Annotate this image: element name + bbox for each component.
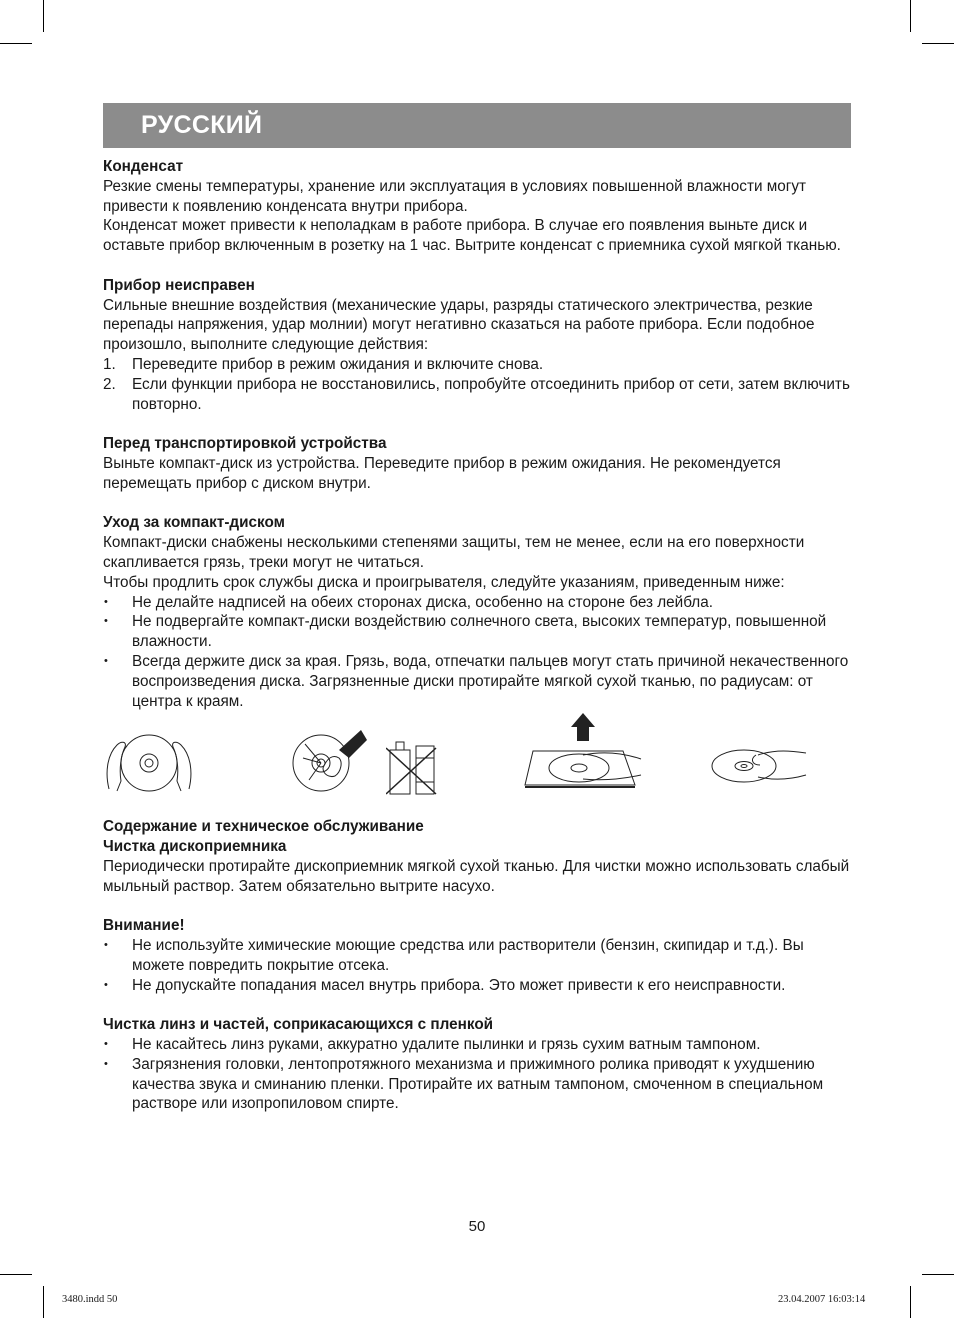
hands-holding-disc-illustration <box>103 733 195 793</box>
section-subtitle-tray-cleaning: Чистка дископриемника <box>103 838 287 856</box>
section-title-lens: Чистка линз и частей, соприкасающихся с пленкой <box>103 1016 494 1034</box>
slug-date-info: 23.04.2007 16:03:14 <box>778 1294 866 1305</box>
bullet-marker: • <box>104 1057 108 1070</box>
bullet-marker: • <box>104 615 108 628</box>
list-item-text: Если функции прибора не восстановились, попробуйте отсоединить прибор от сети, затем включить повторно. <box>132 375 850 413</box>
section-title-warning: Внимание! <box>103 917 185 935</box>
list-item <box>103 1035 855 1055</box>
list-item-text: Переведите прибор в режим ожидания и включите снова. <box>132 355 544 373</box>
list-item-text: Не подвергайте компакт-диски воздействию солнечного света, высоких температур, повышенной влажности. <box>132 613 827 651</box>
paragraph: Сильные внешние воздействия (механические удары, разряды статического электричества, резкие перепады напряжения, удар молнии) могут негативно сказаться на работе прибора. Если подобное произошло, выполните следующие действия: <box>103 296 815 354</box>
paragraph: Чтобы продлить срок службы диска и проигрывателя, следуйте указаниям, приведенным ниже: <box>103 573 785 591</box>
paragraph: Выньте компакт-диск из устройства. Переведите прибор в режим ожидания. Не рекомендуется перемещать прибор с диском внутри. <box>103 454 781 492</box>
slug-file-info: 3480.indd 50 <box>62 1294 118 1305</box>
crop-mark <box>0 43 32 44</box>
hand-holding-disc-edge-illustration <box>708 743 808 789</box>
bullet-marker: • <box>104 1038 108 1051</box>
language-title: РУССКИЙ <box>141 111 263 139</box>
crop-mark <box>922 1274 954 1275</box>
paragraph: Конденсат может привести к неполадкам в работе прибора. В случае его появления выньте диск и оставьте прибор включенным в розетку на 1 час. Вытрите конденсат с приемника сухой мягкой тканью. <box>103 217 841 255</box>
bullet-marker: • <box>104 654 108 667</box>
list-item-text: Не допускайте попадания масел внутрь прибора. Это может привести к его неисправности. <box>132 976 786 994</box>
list-item <box>103 355 855 375</box>
crop-mark <box>43 1286 44 1318</box>
list-item <box>103 652 855 711</box>
list-item-text: Всегда держите диск за края. Грязь, вода, отпечатки пальцев могут стать причиной некачественного воспроизведения диска. Загрязненные диски протирайте мягкой сухой тканью, по радиусам: от центра к краям. <box>132 652 849 710</box>
paragraph: Периодически протирайте дископриемник мягкой сухой тканью. Для чистки можно использовать слабый мыльный раствор. Затем обязательно вытрите насухо. <box>103 857 850 895</box>
list-marker: 1. <box>103 355 116 373</box>
list-item <box>103 1055 855 1114</box>
list-item-text: Не делайте надписей на обеих сторонах диска, особенно на стороне без лейбла. <box>132 593 713 611</box>
list-item <box>103 936 855 976</box>
crop-mark <box>910 1286 911 1318</box>
no-solvents-illustration <box>386 738 438 796</box>
crop-mark <box>910 0 911 32</box>
list-item <box>103 593 855 613</box>
crop-mark <box>43 0 44 32</box>
section-title-transport: Перед транспортировкой устройства <box>103 435 387 453</box>
list-item <box>103 976 855 996</box>
wiping-disc-illustration <box>283 728 373 793</box>
paragraph: Компакт-диски снабжены несколькими степенями защиты, тем не менее, если на его поверхности скапливается грязь, треки могут не читаться. <box>103 534 805 571</box>
page-content <box>103 157 855 1114</box>
section-title-maintenance: Содержание и техническое обслуживание <box>103 818 424 836</box>
bullet-marker: • <box>104 595 108 608</box>
page-number: 50 <box>468 1218 486 1235</box>
paragraph: Резкие смены температуры, хранение или эксплуатация в условиях повышенной влажности могут привести к появлению конденсата внутри прибора. <box>103 177 806 215</box>
disc-care-illustrations <box>103 713 855 813</box>
list-item <box>103 612 855 652</box>
list-item <box>103 375 855 415</box>
crop-mark <box>0 1274 32 1275</box>
bullet-marker: • <box>104 939 108 952</box>
list-item-text: Не касайтесь линз руками, аккуратно удалите пылинки и грязь сухим ватным тампоном. <box>132 1036 761 1054</box>
list-item-text: Не используйте химические моющие средства или растворители (бензин, скипидар и т.д.). Вы можете повредить покрытие отсека. <box>132 937 804 974</box>
section-title-condensate: Конденсат <box>103 158 184 175</box>
insert-disc-tray-illustration <box>523 713 643 791</box>
crop-mark <box>922 43 954 44</box>
bullet-marker: • <box>104 978 108 991</box>
section-title-malfunction: Прибор неисправен <box>103 276 255 294</box>
list-marker: 2. <box>103 375 116 393</box>
list-item-text: Загрязнения головки, лентопротяжного механизма и прижимного ролика приводят к ухудшению качества звука и сминанию пленки. Протирайте их ватным тампоном, смоченном в специальном растворе или изопропиловом спирте. <box>132 1055 824 1113</box>
section-title-disc-care: Уход за компакт-диском <box>103 514 285 532</box>
language-header-bar <box>103 103 851 148</box>
